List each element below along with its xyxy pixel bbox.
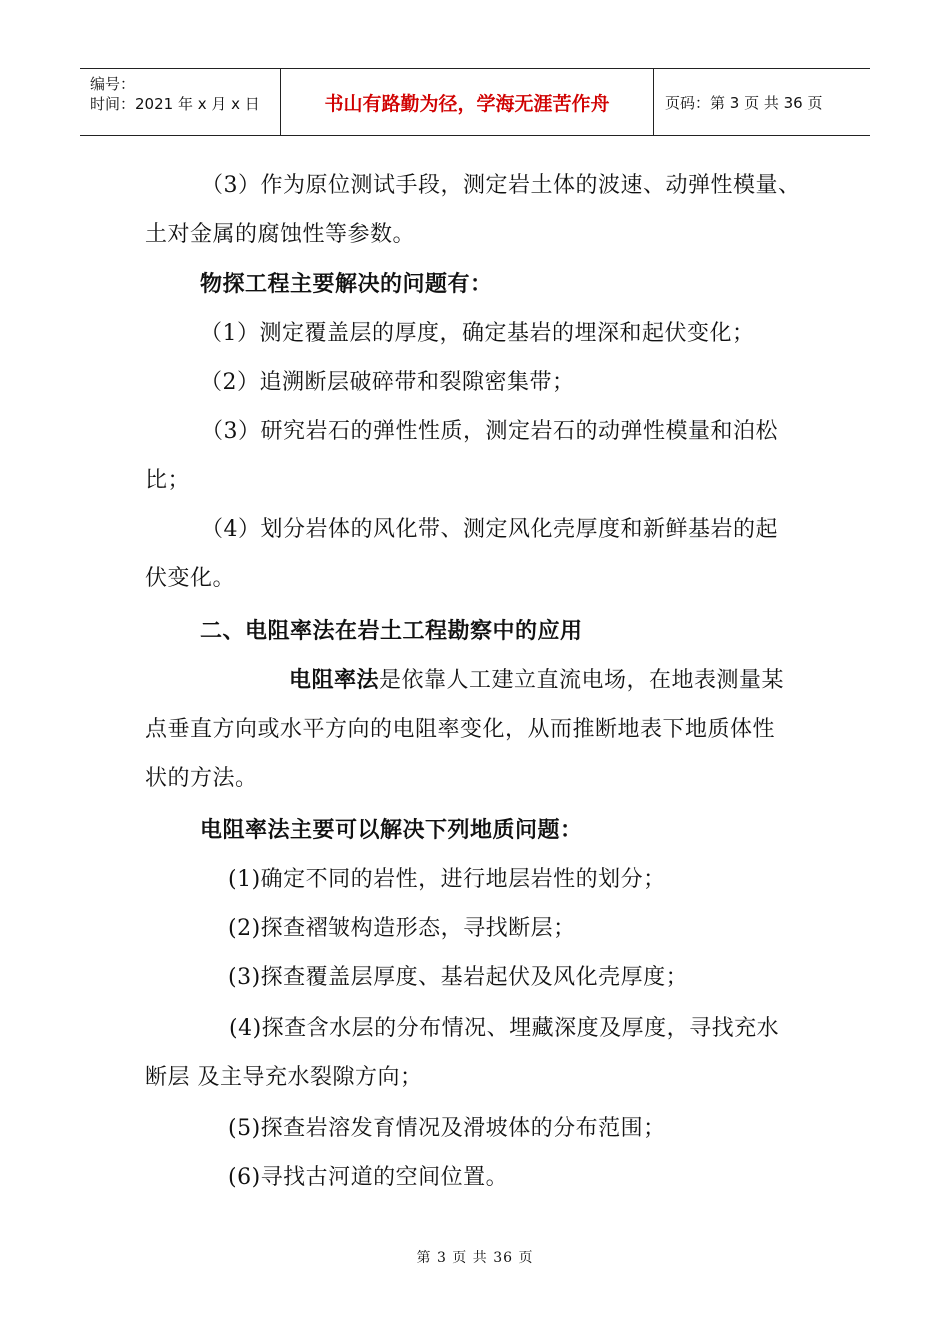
section-heading: 物探工程主要解决的问题有： bbox=[200, 272, 493, 297]
text-line: （3）作为原位测试手段，测定岩土体的波速、动弹性模量、 bbox=[201, 173, 801, 198]
text-line: 伏变化。 bbox=[145, 566, 236, 591]
text-line: 状的方法。 bbox=[145, 766, 258, 791]
text-line: 土对金属的腐蚀性等参数。 bbox=[145, 222, 416, 247]
header-motto: 书山有路勤为径，学海无涯苦作舟 bbox=[324, 92, 610, 115]
list-item bbox=[145, 407, 825, 505]
time-label: 时间：2021 年 x 月 x 日 bbox=[90, 95, 260, 113]
list-item bbox=[145, 505, 825, 603]
section-heading: 电阻率法主要可以解决下列地质问题： bbox=[200, 818, 583, 843]
header-divider bbox=[653, 69, 654, 135]
list-item: (2)探查褶皱构造形态，寻找断层； bbox=[228, 916, 576, 941]
list-item: (1)确定不同的岩性，进行地层岩性的划分； bbox=[228, 867, 666, 892]
number-label: 编号： bbox=[90, 75, 136, 93]
header-meta bbox=[80, 69, 280, 135]
text-line: 比； bbox=[145, 468, 191, 493]
term-bold: 电阻率法 bbox=[289, 668, 380, 693]
text-line: (4)探查含水层的分布情况、埋藏深度及厚度，寻找充水 bbox=[229, 1016, 780, 1041]
list-item: (5)探查岩溶发育情况及滑坡体的分布范围； bbox=[228, 1116, 666, 1141]
text-line: （4）划分岩体的风化带、测定风化壳厚度和新鲜基岩的起 bbox=[201, 517, 778, 542]
paragraph bbox=[145, 161, 825, 259]
text-line: 点垂直方向或水平方向的电阻率变化，从而推断地表下地质体性 bbox=[145, 717, 776, 742]
list-item bbox=[145, 1004, 825, 1102]
list-item: (3)探查覆盖层厚度、基岩起伏及风化壳厚度； bbox=[228, 965, 689, 990]
list-item: （2）追溯断层破碎带和裂隙密集带； bbox=[200, 370, 575, 395]
section-heading: 二、电阻率法在岩土工程勘察中的应用 bbox=[200, 619, 583, 644]
paragraph bbox=[145, 656, 825, 803]
page-header bbox=[80, 68, 870, 136]
text-line: （3）研究岩石的弹性性质，测定岩石的动弹性模量和泊松 bbox=[201, 419, 778, 444]
header-page-info: 页码：第 3 页 共 36 页 bbox=[665, 93, 823, 112]
text-line: 是依靠人工建立直流电场，在地表测量某 bbox=[379, 668, 785, 693]
page-footer: 第 3 页 共 36 页 bbox=[416, 1250, 534, 1266]
list-item: (6)寻找古河道的空间位置。 bbox=[228, 1165, 509, 1190]
list-item: （1）测定覆盖层的厚度，确定基岩的埋深和起伏变化； bbox=[200, 321, 755, 346]
text-line: 断层 及主导充水裂隙方向； bbox=[145, 1065, 423, 1090]
